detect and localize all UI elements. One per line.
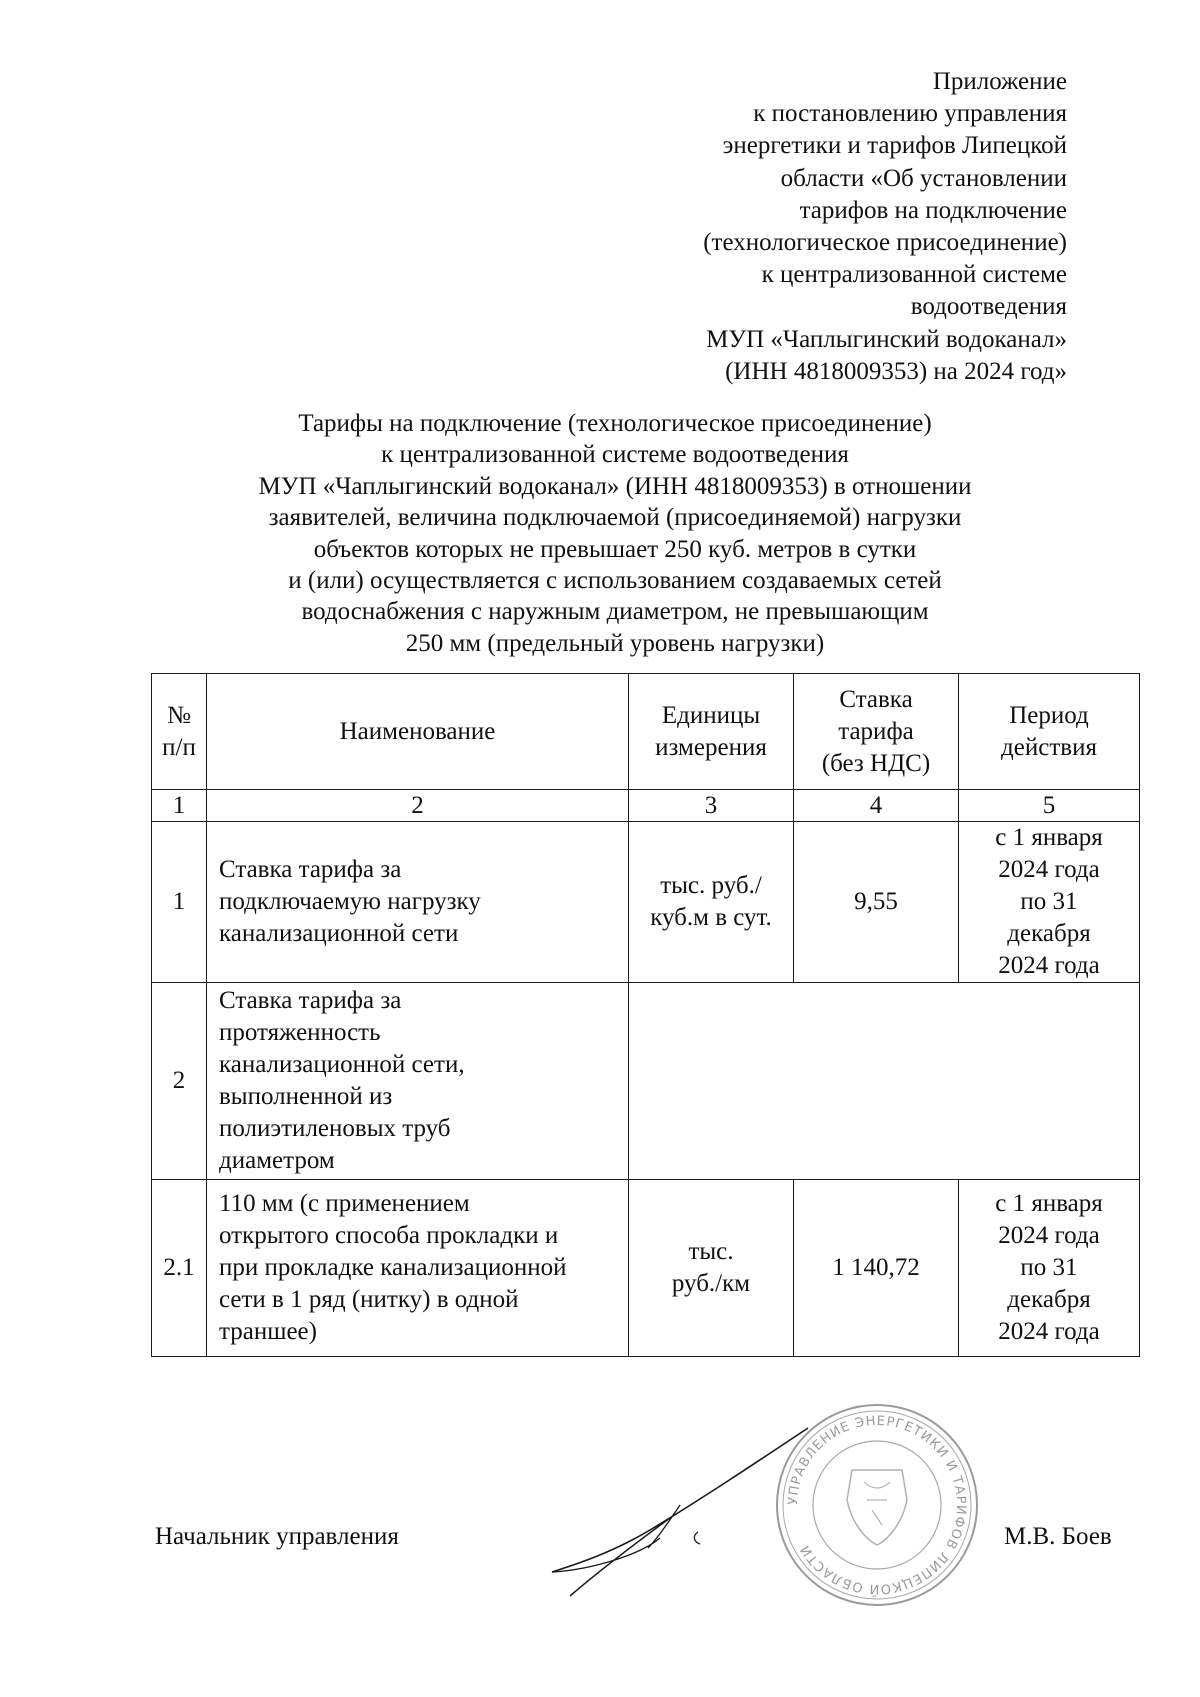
- title-line: заявителей, величина подключаемой (присоединяемой) нагрузки: [268, 504, 962, 532]
- row-name: [207, 822, 629, 983]
- row-name-line: открытого способа прокладки и: [219, 1222, 559, 1249]
- row-period-line: 2024 года: [998, 952, 1100, 979]
- header-text: Единицы: [661, 701, 761, 729]
- header-text: п/п: [162, 733, 196, 761]
- row-name-line: полиэтиленовых труб: [219, 1115, 451, 1142]
- header-text: №: [167, 701, 191, 729]
- column-number-row: [152, 790, 1140, 822]
- header-name: [207, 674, 629, 790]
- title-line: и (или) осуществляется с использованием создаваемых сетей: [288, 567, 942, 595]
- appendix-line: Приложение: [932, 68, 1067, 95]
- row-name-line: траншее): [219, 1318, 317, 1345]
- tariff-table: [151, 673, 1140, 1357]
- header-text: Наименование: [339, 717, 496, 745]
- appendix-line: к постановлению управления: [753, 100, 1067, 128]
- row-rate: 1 140,72: [794, 1180, 959, 1357]
- appendix-line: (ИНН 4818009353) на 2024 год»: [725, 357, 1067, 385]
- row-num: 2.1: [152, 1180, 207, 1357]
- row-name-line: выполненной из: [219, 1083, 393, 1110]
- row-period-line: декабря: [1007, 1286, 1091, 1313]
- row-name-line: при прокладке канализационной: [219, 1254, 567, 1281]
- row-period-line: 2024 года: [998, 1222, 1100, 1249]
- row-num: 1: [152, 822, 207, 983]
- header-text: действия: [1001, 733, 1097, 761]
- appendix-line: энергетики и тарифов Липецкой: [722, 132, 1067, 160]
- official-seal-icon: [772, 1400, 982, 1610]
- table-header-row: [152, 674, 1140, 790]
- row-name-line: подключаемую нагрузку: [219, 888, 481, 915]
- appendix-line: (технологическое присоединение): [703, 229, 1067, 257]
- signoff-position: Начальник управления: [155, 1523, 399, 1550]
- row-period-line: с 1 января: [995, 1190, 1103, 1217]
- column-number: 4: [794, 790, 959, 822]
- row-period-line: по 31: [1020, 1254, 1078, 1281]
- row-period-line: с 1 января: [995, 824, 1103, 851]
- table-row: [152, 1180, 1140, 1357]
- row-name-line: диаметром: [219, 1147, 335, 1174]
- header-unit: [629, 674, 794, 790]
- row-merged-empty-cell: [629, 983, 1140, 1180]
- row-name-line: 110 мм (с применением: [219, 1190, 470, 1217]
- row-name-line: канализационной сети,: [219, 1051, 465, 1078]
- title-line: 250 мм (предельный уровень нагрузки): [405, 629, 825, 657]
- appendix-line: водоотведения: [910, 293, 1067, 321]
- header-text: Ставка: [839, 685, 913, 713]
- row-name-line: сети в 1 ряд (нитку) в одной: [219, 1286, 519, 1313]
- title-line: к централизованной системе водоотведения: [381, 441, 849, 469]
- document-title: [150, 408, 1080, 659]
- row-num: 2: [152, 983, 207, 1180]
- appendix-line: к централизованной системе: [761, 261, 1067, 289]
- row-name: [207, 1180, 629, 1357]
- title-line: МУП «Чаплыгинский водоканал» (ИНН 4818009353) в отношении: [258, 472, 972, 500]
- header-period: [959, 674, 1140, 790]
- appendix-line: области «Об установлении: [780, 164, 1067, 192]
- header-rate: [794, 674, 959, 790]
- row-unit-line: куб.м в сут.: [650, 904, 772, 931]
- column-number: 5: [959, 790, 1140, 822]
- table-row: [152, 822, 1140, 983]
- column-number: 2: [207, 790, 629, 822]
- title-line: водоснабжения с наружным диаметром, не превышающим: [301, 598, 929, 626]
- title-line: Тарифы на подключение (технологическое присоединение): [298, 410, 932, 437]
- header-num: [152, 674, 207, 790]
- row-rate: 9,55: [794, 822, 959, 983]
- appendix-line: МУП «Чаплыгинский водоканал»: [706, 325, 1067, 353]
- row-unit-line: тыс.: [688, 1238, 734, 1265]
- header-text: Период: [1009, 701, 1089, 729]
- row-unit-line: тыс. руб./: [660, 872, 762, 899]
- column-number: 3: [629, 790, 794, 822]
- appendix-header: [507, 66, 1067, 388]
- row-name: [207, 983, 629, 1180]
- signoff-name: М.В. Боев: [1004, 1523, 1112, 1550]
- row-name-line: протяженность: [219, 1019, 381, 1046]
- row-name-line: Ставка тарифа за: [219, 856, 402, 883]
- row-period-line: 2024 года: [998, 1318, 1100, 1345]
- header-text: тарифа: [838, 717, 914, 745]
- title-line: объектов которых не превышает 250 куб. метров в сутки: [313, 535, 917, 563]
- row-unit: [629, 1180, 794, 1357]
- row-name-line: Ставка тарифа за: [219, 987, 402, 1014]
- header-text: (без НДС): [821, 749, 931, 777]
- row-period-line: 2024 года: [998, 856, 1100, 883]
- row-period: [959, 1180, 1140, 1357]
- row-unit: [629, 822, 794, 983]
- column-number: 1: [152, 790, 207, 822]
- row-name-line: канализационной сети: [219, 920, 459, 947]
- svg-text:УПРАВЛЕНИЕ ЭНЕРГЕТИКИ И ТАРИФО: УПРАВЛЕНИЕ ЭНЕРГЕТИКИ И ТАРИФОВ ЛИПЕЦКОЙ ОБЛАСТИ: [785, 1413, 969, 1597]
- row-period-line: по 31: [1020, 888, 1078, 915]
- appendix-line: тарифов на подключение: [799, 196, 1067, 224]
- header-text: измерения: [655, 733, 767, 761]
- row-period-line: декабря: [1007, 920, 1091, 947]
- row-unit-line: руб./км: [671, 1270, 751, 1297]
- row-period: [959, 822, 1140, 983]
- table-row: [152, 983, 1140, 1180]
